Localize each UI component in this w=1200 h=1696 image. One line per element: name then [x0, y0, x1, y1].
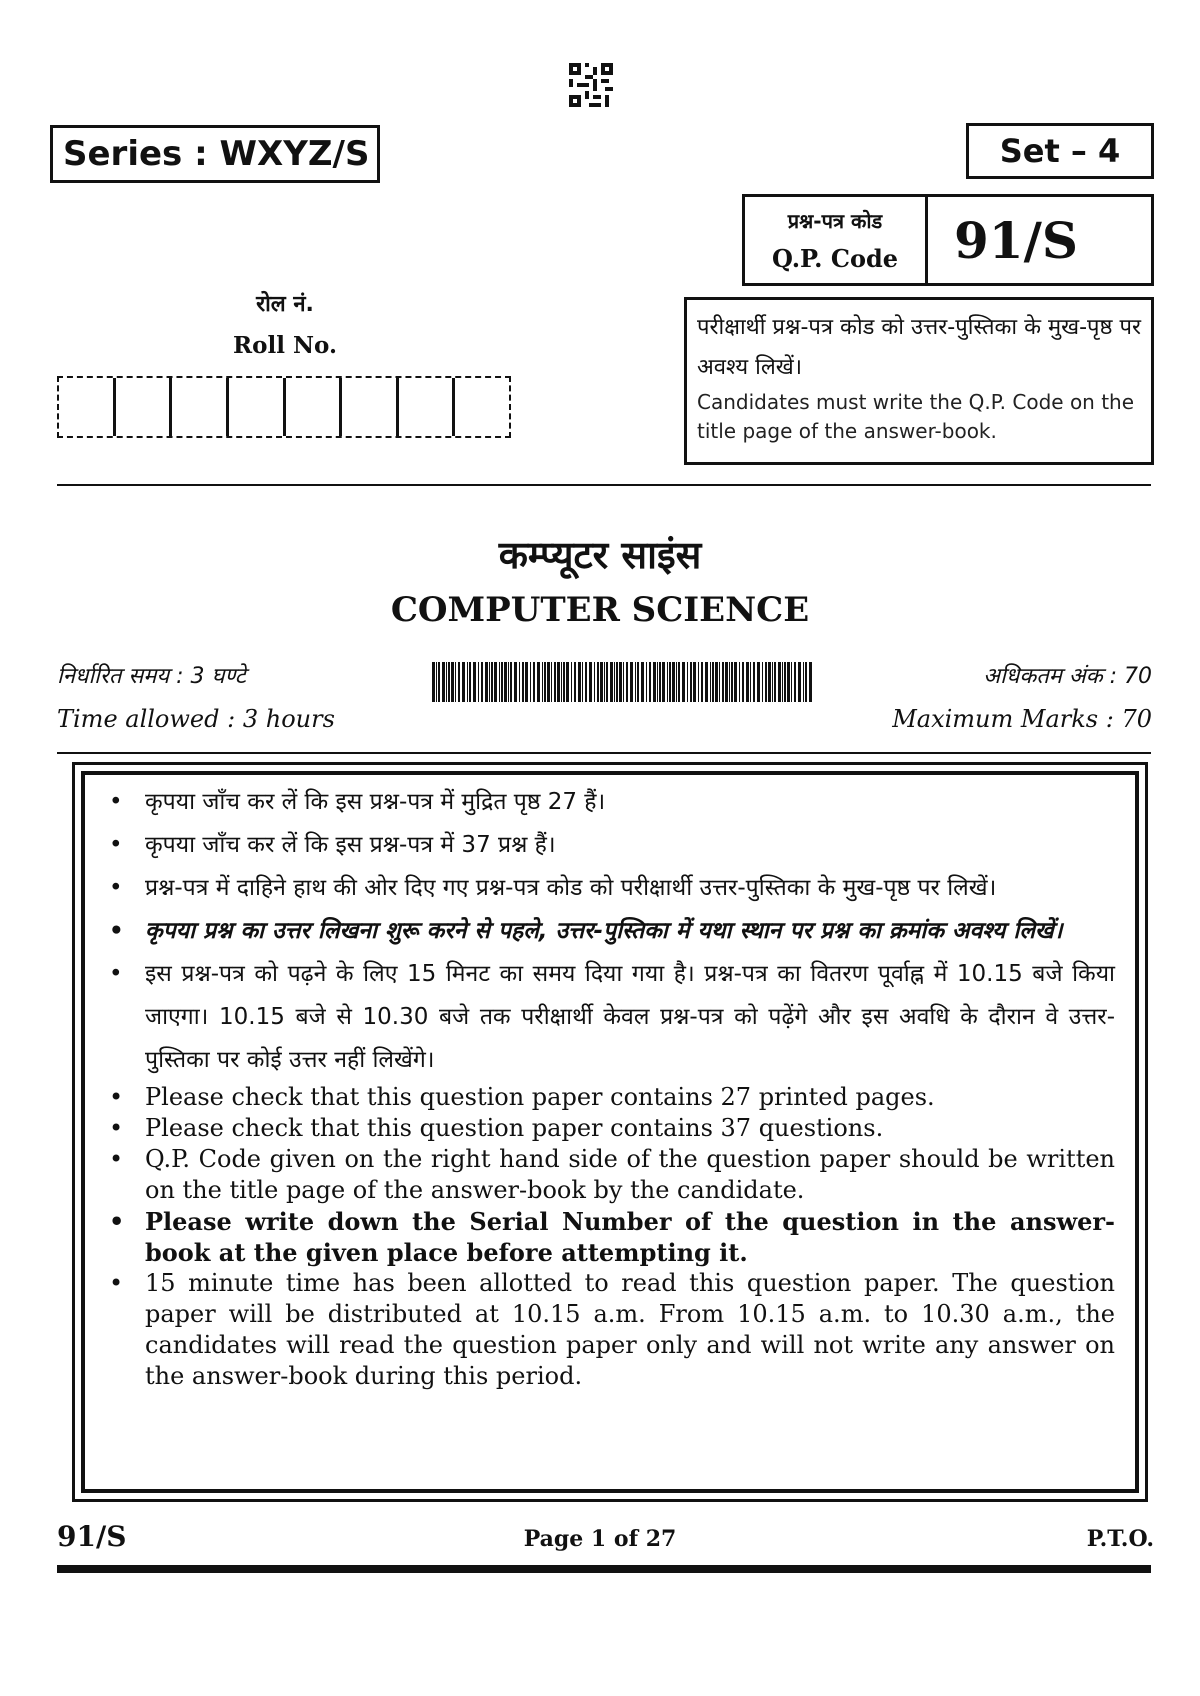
roll-digit-box[interactable] — [116, 378, 173, 436]
meta-divider — [57, 752, 1151, 754]
qp-code-value: 91/S — [954, 210, 1078, 270]
note-english: Candidates must write the Q.P. Code on the title page of the answer-book. — [697, 390, 1135, 443]
qp-code-labels — [745, 197, 928, 283]
roll-number-boxes — [57, 376, 511, 438]
note-hindi: परीक्षार्थी प्रश्न-पत्र कोड को उत्तर-पुस्तिका के मुख-पृष्ठ पर अवश्य लिखें। — [697, 315, 1141, 380]
roll-digit-box[interactable] — [286, 378, 343, 436]
instruction-item: • 15 minute time has been allotted to read this question paper. The question paper will be distributed at 10.15 a.m. From 10.15 a.m. to 10.30 a.m., the candidates will read the question paper only and will not write any answer on the answer-book during this period. — [105, 1268, 1115, 1392]
qp-code-note — [684, 297, 1154, 465]
footer-qp-code: 91/S — [57, 1520, 127, 1553]
roll-digit-box[interactable] — [399, 378, 456, 436]
footer-page-number: Page 1 of 27 — [523, 1526, 677, 1552]
subject-title-hindi: कम्प्यूटर साइंस — [498, 533, 702, 577]
instructions-hindi — [105, 781, 1115, 1082]
instruction-item: • कृपया जाँच कर लें कि इस प्रश्न-पत्र में मुद्रित पृष्ठ 27 हैं। — [105, 781, 1115, 824]
roll-label-hi: रोल नं. — [256, 292, 314, 317]
time-allowed-english: Time allowed : 3 hours — [57, 705, 335, 733]
time-allowed-hindi: निर्धारित समय : 3 घण्टे — [57, 664, 246, 689]
max-marks-english: Maximum Marks : 70 — [892, 705, 1152, 733]
qp-code-box — [742, 194, 1154, 286]
instructions-box — [72, 762, 1148, 1502]
max-marks-hindi: अधिकतम अंक : 70 — [983, 664, 1152, 689]
instruction-item: • प्रश्न-पत्र में दाहिने हाथ की ओर दिए गए प्रश्न-पत्र कोड को परीक्षार्थी उत्तर-पुस्तिका के मुख-पृष्ठ पर लिखें। — [105, 867, 1115, 910]
roll-digit-box[interactable] — [455, 378, 509, 436]
instructions-english — [105, 1082, 1115, 1392]
roll-label-en: Roll No. — [233, 332, 337, 359]
instruction-item: • Please check that this question paper contains 27 printed pages. — [105, 1082, 1115, 1113]
qp-code-label-hi: प्रश्न-पत्र कोड — [787, 209, 883, 233]
instruction-item: • Please write down the Serial Number of the question in the answer-book at the given place before attempting it. — [105, 1206, 1115, 1268]
qr-code — [569, 63, 613, 107]
qp-code-label-en: Q.P. Code — [771, 244, 898, 273]
set-label: Set – 4 — [966, 123, 1154, 179]
footer-rule — [57, 1565, 1151, 1573]
barcode — [432, 662, 812, 702]
roll-digit-box[interactable] — [59, 378, 116, 436]
instruction-item: • कृपया जाँच कर लें कि इस प्रश्न-पत्र में 37 प्रश्न हैं। — [105, 824, 1115, 867]
instruction-item: • Q.P. Code given on the right hand side of the question paper should be written on the title page of the answer-book by the candidate. — [105, 1144, 1115, 1206]
footer-pto: P.T.O. — [1086, 1526, 1154, 1552]
roll-digit-box[interactable] — [342, 378, 399, 436]
header-divider — [57, 484, 1151, 486]
roll-digit-box[interactable] — [229, 378, 286, 436]
instruction-item: • इस प्रश्न-पत्र को पढ़ने के लिए 15 मिनट का समय दिया गया है। प्रश्न-पत्र का वितरण पूर्वाह्न में 10.15 बजे किया जाएगा। 10.15 बजे से 10.30 बजे तक परीक्षार्थी केवल प्रश्न-पत्र को पढ़ेंगे और इस अवधि के दौरान वे उत्तर-पुस्तिका पर कोई उत्तर नहीं लिखेंगे। — [105, 953, 1115, 1082]
roll-digit-box[interactable] — [172, 378, 229, 436]
instructions-inner-border — [81, 771, 1139, 1493]
instruction-item: • कृपया प्रश्न का उत्तर लिखना शुरू करने से पहले, उत्तर-पुस्तिका में यथा स्थान पर प्रश्न का क्रमांक अवश्य लिखें। — [105, 910, 1115, 953]
subject-title-english: COMPUTER SCIENCE — [390, 590, 810, 630]
series-label: Series : WXYZ/S — [50, 125, 380, 183]
instruction-item: • Please check that this question paper contains 37 questions. — [105, 1113, 1115, 1144]
